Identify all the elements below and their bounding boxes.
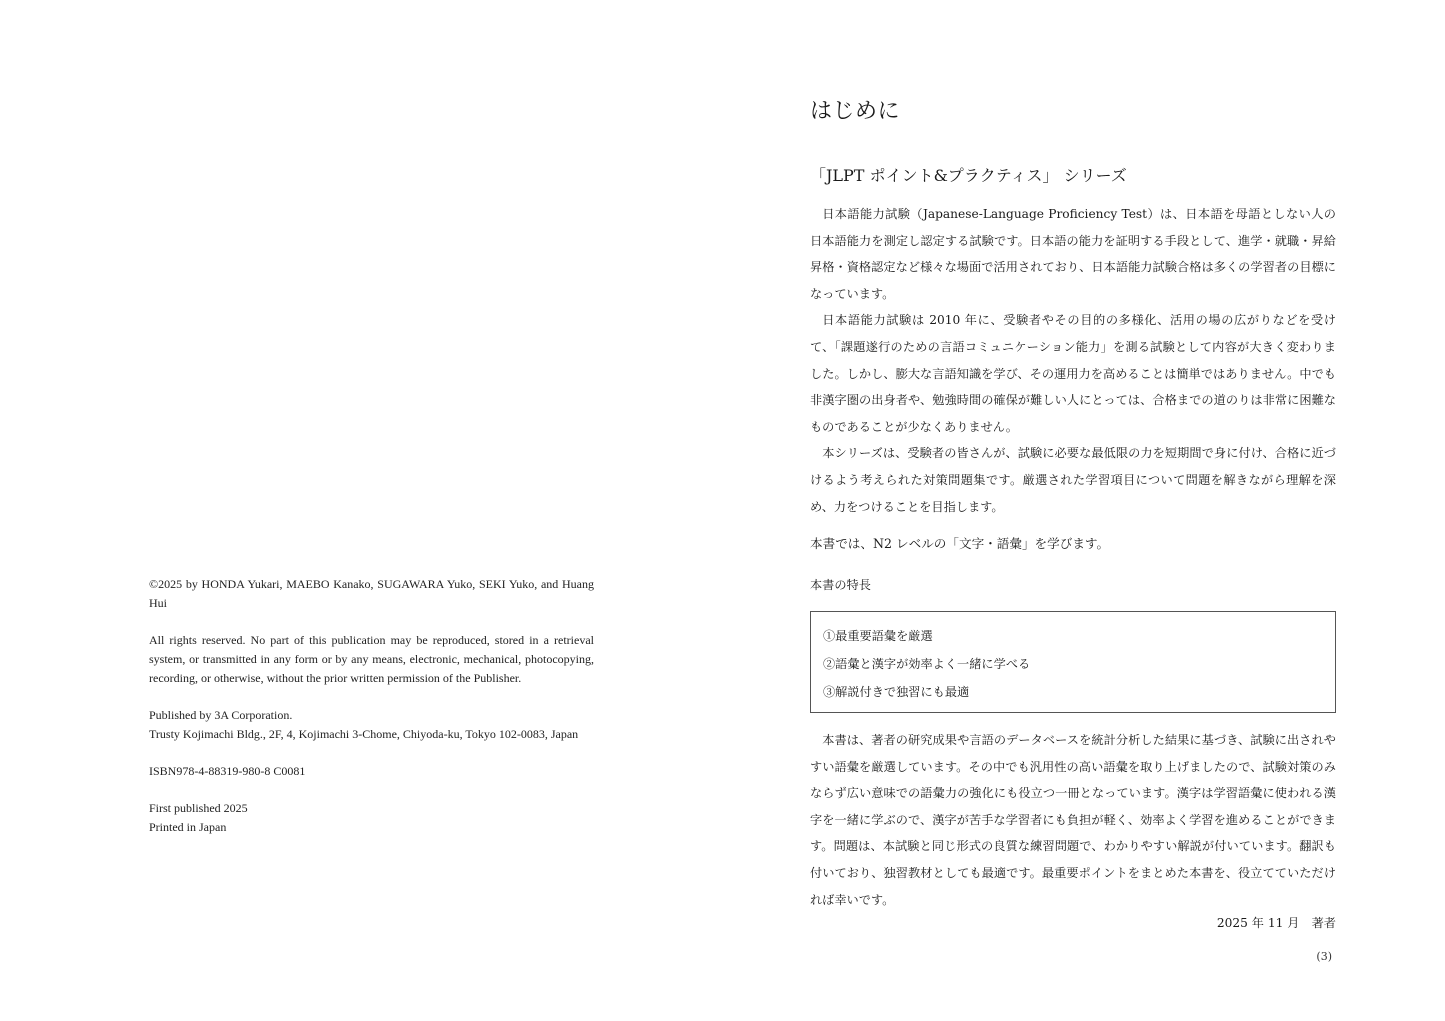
closing-paragraph: 本書は、著者の研究成果や言語のデータベースを統計分析した結果に基づき、試験に出されやすい語彙を厳選しています。その中でも汎用性の高い語彙を取り上げましたので、試験対策のみならず広い意味での語彙力の強化にも役立つ一冊となっています。漢字は学習語彙に使われる漢字を一緒に学ぶので、漢字が苦手な学習者にも負担が軽く、効率よく学習を進めることができます。問題は、本試験と同じ形式の良質な練習問題で、わかりやすい解説が付いています。翻訳も付いており、独習教材としても最適です。最重要ポイントをまとめた本書を、役立てていただければ幸いです。 — [810, 733, 1336, 907]
first-published: First published 2025 — [149, 801, 248, 815]
features-box — [810, 611, 1336, 713]
page-number: (3) — [1316, 950, 1332, 963]
features-list — [811, 612, 1335, 706]
intro-text — [810, 201, 1336, 520]
left-page — [0, 0, 722, 1021]
features-title: 本書の特長 — [810, 578, 871, 592]
copyright-notice: ©2025 by HONDA Yukari, MAEBO Kanako, SUGAWARA Yuko, SEKI Yuko, and Huang Hui — [149, 577, 594, 610]
publisher-name: Published by 3A Corporation. — [149, 708, 293, 722]
publisher-address: Trusty Kojimachi Bldg., 2F, 4, Kojimachi 3-Chome, Chiyoda-ku, Tokyo 102-0083, Japan — [149, 727, 579, 741]
level-statement: 本書では、N2 レベルの「文字・語彙」を学びます。 — [810, 536, 1110, 551]
feature-item: ①最重要語彙を厳選 — [823, 629, 933, 643]
right-page — [722, 0, 1445, 1021]
series-heading: 「JLPT ポイント&プラクティス」 シリーズ — [810, 166, 1127, 185]
intro-paragraph: 日本語能力試験は 2010 年に、受験者やその目的の多様化、活用の場の広がりなどを受けて、「課題遂行のための言語コミュニケーション能力」を測る試験として内容が大きく変わりました。しかし、膨大な言語知識を学び、その運用力を高めることは簡単ではありません。中でも非漢字圏の出身者や、勉強時間の確保が難しい人にとっては、合格までの道のりは非常に困難なものであることが少なくありません。 — [810, 313, 1336, 434]
page-title: はじめに — [810, 99, 901, 124]
signature-date: 2025 年 11 月 著者 — [1216, 916, 1336, 930]
intro-paragraph: 本シリーズは、受験者の皆さんが、試験に必要な最低限の力を短期間で身に付け、合格に近づけるよう考えられた対策問題集です。厳選された学習項目について問題を解きながら理解を深め、力をつけることを目指します。 — [810, 446, 1336, 514]
publisher-info — [149, 706, 594, 744]
feature-item: ②語彙と漢字が効率よく一緒に学べる — [823, 657, 1031, 671]
feature-item: ③解説付きで独習にも最適 — [823, 685, 970, 699]
closing-text — [810, 727, 1336, 913]
intro-paragraph: 日本語能力試験（Japanese-Language Proficiency Test）は、日本語を母語としない人の日本語能力を測定し認定する試験です。日本語の能力を証明する手段として、進学・就職・昇給昇格・資格認定など様々な場面で活用されており、日本語能力試験合格は多くの学習者の目標になっています。 — [810, 207, 1336, 301]
isbn: ISBN978-4-88319-980-8 C0081 — [149, 764, 306, 778]
rights-notice: All rights reserved. No part of this publication may be reproduced, stored in a retrieval system, or transmitted in any form or by any means, electronic, mechanical, photocopying, recording, or otherwise, without the prior written permission of the Publisher. — [149, 633, 594, 685]
colophon — [149, 575, 594, 855]
print-info — [149, 799, 594, 837]
printed-in: Printed in Japan — [149, 820, 227, 834]
